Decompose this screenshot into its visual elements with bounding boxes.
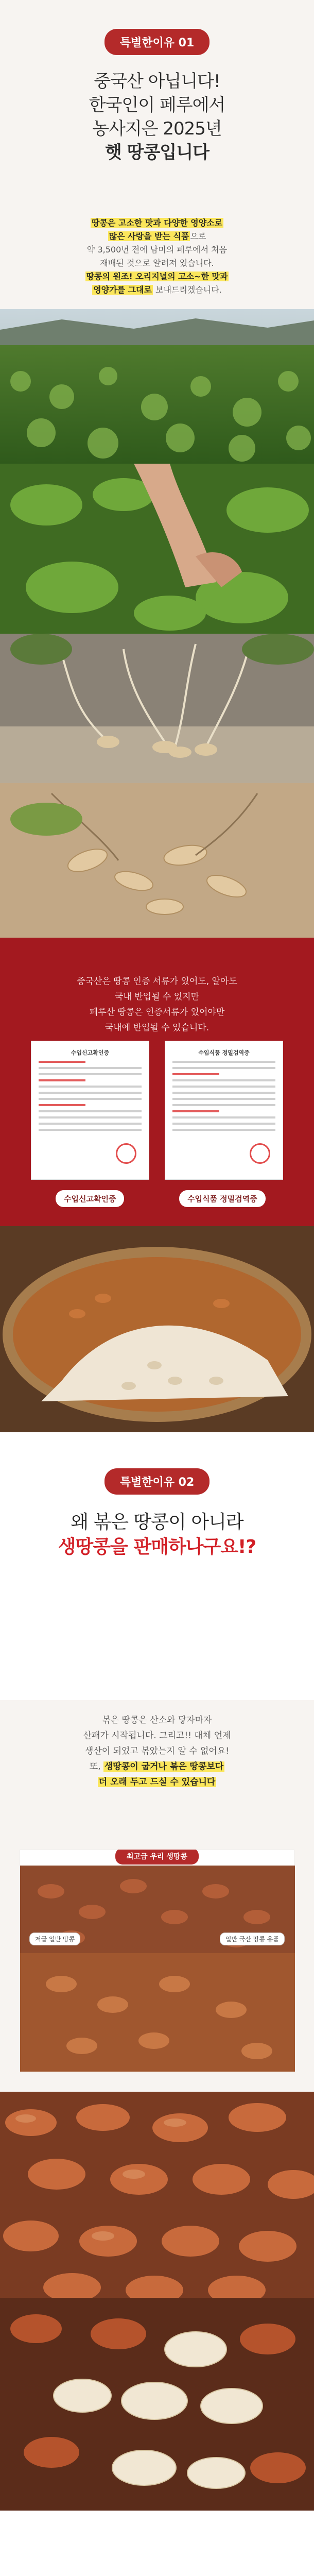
comparison-tag-right: 일반 국산 땅콩 용품 bbox=[220, 1933, 285, 1945]
mixed-peanut-photo bbox=[0, 2298, 314, 2511]
comparison-title: 최고급 우리 생땅콩 bbox=[115, 1850, 199, 1865]
cert-text: 중국산은 땅콩 인증 서류가 있어도, 알아도 bbox=[77, 976, 237, 987]
stamp-icon bbox=[250, 1143, 270, 1164]
cert-text: 페루산 땅콩은 인증서류가 있어야만 bbox=[89, 1007, 225, 1018]
desc-text: 재배된 것으로 알려져 있습니다. bbox=[100, 258, 214, 268]
harvest-image bbox=[0, 783, 314, 938]
mixed-peanut-image bbox=[0, 2298, 314, 2511]
highlight-text: 땅콩의 원조! 오리지널의 고소~한 맛과 bbox=[86, 272, 228, 281]
peanut-field-photo bbox=[0, 309, 314, 464]
reason-2-question bbox=[0, 1510, 314, 1560]
roots-image bbox=[0, 634, 314, 783]
highlight-text: 많은 사랑을 받는 식품 bbox=[109, 231, 189, 241]
peanut-harvest-photo bbox=[0, 783, 314, 938]
question-emphasis: 생땅콩을 판매하나구요!? bbox=[58, 1536, 256, 1557]
highlight-text: 더 오래 두고 드실 수 있습니다 bbox=[98, 1777, 216, 1787]
question-line: 왜 볶은 땅콩이 아니라 bbox=[71, 1512, 243, 1533]
cert-text: 국내 반입될 수 있지만 bbox=[114, 992, 199, 1002]
headline-line: 중국산 아닙니다! bbox=[94, 71, 220, 92]
document-title: 수입식품 정밀검역증 bbox=[198, 1049, 250, 1056]
reason-2-description bbox=[0, 1700, 314, 1850]
peanut-roots-photo bbox=[0, 634, 314, 783]
field-image bbox=[0, 309, 314, 464]
peanut-comparison bbox=[0, 1850, 314, 2092]
reason-2-intro bbox=[0, 1432, 314, 1700]
reason-1-intro bbox=[0, 0, 314, 216]
reason-1-headline bbox=[0, 70, 314, 164]
desc-text: 으로 bbox=[190, 231, 206, 241]
peanut-basket-photo bbox=[0, 1226, 314, 1432]
quarantine-document bbox=[165, 1041, 283, 1180]
comparison-tag-left: 저급 일반 땅콩 bbox=[29, 1933, 80, 1945]
desc-text: 또, bbox=[89, 1761, 103, 1772]
basket-image bbox=[0, 1226, 314, 1432]
desc-text: 보내드리겠습니다. bbox=[152, 285, 222, 295]
highlight-text: 영양가를 그대로 bbox=[93, 285, 152, 295]
stamp-icon bbox=[116, 1143, 136, 1164]
raw-peanut-image bbox=[0, 2092, 314, 2298]
cert-caption-right: 수입식품 정밀검역증 bbox=[179, 1190, 266, 1207]
import-certificates bbox=[0, 938, 314, 1226]
plant-image bbox=[0, 464, 314, 634]
headline-line: 농사지은 2025년 bbox=[92, 118, 222, 139]
reason-1-description bbox=[0, 216, 314, 309]
desc-text: 생산이 되었고 볶았는지 알 수 없어요! bbox=[84, 1746, 230, 1756]
highlight-text: 생땅콩이 굽거나 볶은 땅콩보다 bbox=[104, 1761, 224, 1772]
cert-text: 국내에 반입될 수 있습니다. bbox=[104, 1023, 210, 1033]
document-title: 수입신고확인증 bbox=[71, 1049, 110, 1056]
import-declaration-document bbox=[31, 1041, 149, 1180]
peanut-plant-photo bbox=[0, 464, 314, 634]
highlight-text: 땅콩은 고소한 맛과 다양한 영양소로 bbox=[91, 218, 223, 228]
reason-2-badge: 특별한이유 02 bbox=[104, 1468, 210, 1495]
raw-peanut-closeup bbox=[0, 2092, 314, 2298]
desc-text: 산패가 시작됩니다. 그리고!! 대체 언제 bbox=[83, 1731, 231, 1741]
headline-emphasis: 햇 땅콩입니다 bbox=[105, 142, 209, 163]
headline-line: 한국인이 페루에서 bbox=[89, 95, 225, 115]
reason-1-badge: 특별한이유 01 bbox=[104, 29, 210, 55]
comparison-card bbox=[20, 1850, 294, 2071]
cert-caption-left: 수입신고확인증 bbox=[56, 1190, 124, 1207]
comparison-image bbox=[20, 1850, 295, 2072]
desc-text: 볶은 땅콩은 산소와 닿자마자 bbox=[102, 1715, 212, 1725]
desc-text: 약 3,500년 전에 남미의 페루에서 처음 bbox=[86, 245, 228, 255]
